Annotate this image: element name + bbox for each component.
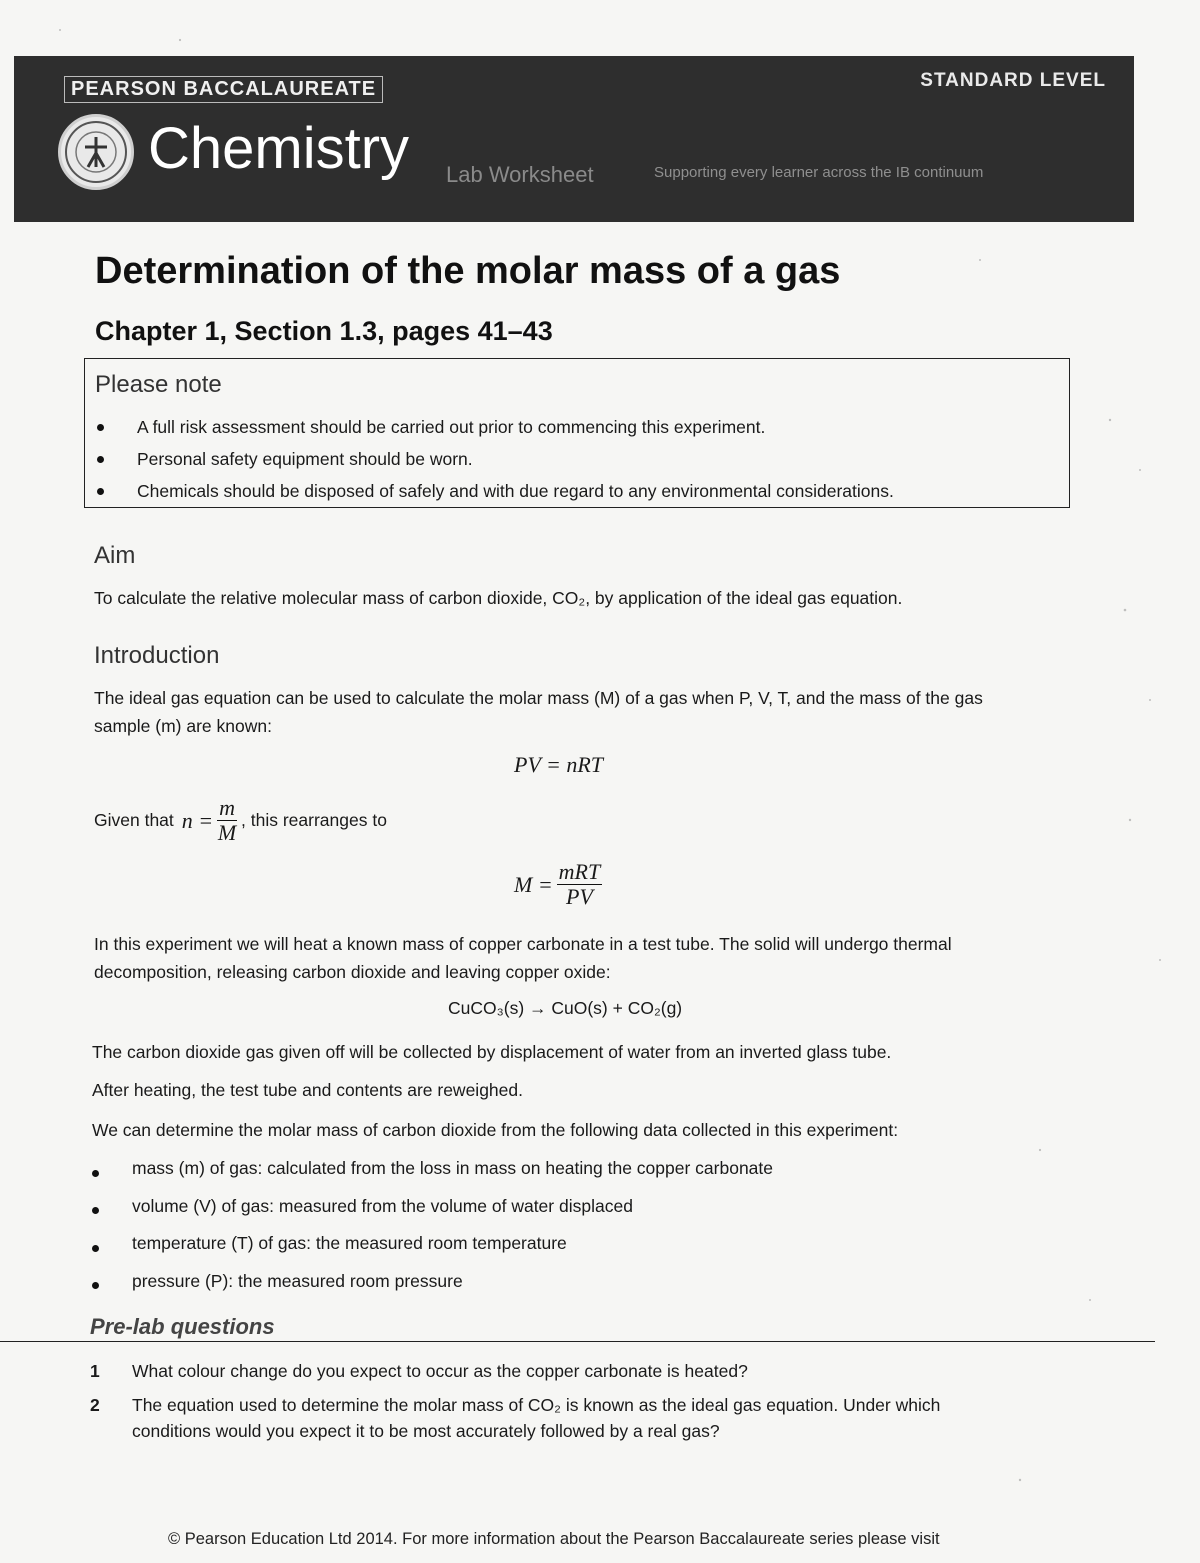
note-list xyxy=(85,411,1045,507)
note-heading: Please note xyxy=(95,371,222,398)
chapter-reference: Chapter 1, Section 1.3, pages 41–43 xyxy=(95,316,553,346)
list-item: mass (m) of gas: calculated from the loss in mass on heating the copper carbonate xyxy=(80,1154,980,1192)
data-intro-text: We can determine the molar mass of carbon dioxide from the following data collected in this experiment: xyxy=(92,1120,899,1140)
eq2-denominator: PV xyxy=(566,884,593,909)
introduction-heading: Introduction xyxy=(94,642,220,669)
header-banner xyxy=(14,56,1134,222)
ideal-gas-equation: PV = nRT xyxy=(514,752,603,777)
list-item: A full risk assessment should be carried out prior to commencing this experiment. xyxy=(85,411,1045,443)
introduction-text: The ideal gas equation can be used to calculate the molar mass (M) of a gas when P, V, T, and the mass of the gas sample (m) are known: xyxy=(94,688,983,736)
experiment-text: In this experiment we will heat a known mass of copper carbonate in a test tube. The solid will undergo thermal decomposition, releasing carbon dioxide and leaving copper oxide: xyxy=(94,934,952,982)
tagline: Supporting every learner across the IB continuum xyxy=(654,164,984,181)
list-item: volume (V) of gas: measured from the volume of water displaced xyxy=(80,1192,980,1230)
given-lhs: n = xyxy=(181,807,214,833)
eq2-lhs: M = xyxy=(514,871,553,897)
given-statement xyxy=(94,796,387,845)
subject-title: Chemistry xyxy=(148,116,410,181)
reaction-equation: CuCO₃(s) → CuO(s) + CO₂(g) xyxy=(448,998,683,1018)
molar-mass-equation xyxy=(514,860,606,909)
after-heating-text: After heating, the test tube and contents are reweighed. xyxy=(92,1080,523,1100)
page-title: Determination of the molar mass of a gas xyxy=(95,250,841,292)
question-item xyxy=(90,1392,1030,1452)
question-text: What colour change do you expect to occur as the copper carbonate is heated? xyxy=(132,1361,748,1381)
level-label: STANDARD LEVEL xyxy=(920,70,1106,91)
section-divider xyxy=(0,1341,1155,1342)
question-item xyxy=(90,1358,1030,1386)
worksheet-label: Lab Worksheet xyxy=(446,162,594,187)
list-item: pressure (P): the measured room pressure xyxy=(80,1267,980,1305)
question-number: 2 xyxy=(90,1395,100,1415)
data-list xyxy=(80,1154,980,1304)
eq2-numerator: mRT xyxy=(558,859,601,884)
brand-label: PEARSON BACCALAUREATE xyxy=(64,76,383,103)
list-item: Personal safety equipment should be worn. xyxy=(85,443,1045,475)
list-item: Chemicals should be disposed of safely and with due regard to any environmental considerations. xyxy=(85,475,1045,507)
given-prefix: Given that xyxy=(94,810,174,830)
aim-text: To calculate the relative molecular mass of carbon dioxide, CO₂, by application of the ideal gas equation. xyxy=(94,588,903,608)
given-suffix: , this rearranges to xyxy=(241,810,387,830)
pearson-seal-icon xyxy=(58,114,134,190)
list-item: temperature (T) of gas: the measured room temperature xyxy=(80,1229,980,1267)
given-numerator: m xyxy=(219,795,236,820)
collection-text: The carbon dioxide gas given off will be collected by displacement of water from an inverted glass tube. xyxy=(92,1042,892,1062)
question-number: 1 xyxy=(90,1361,100,1381)
given-denominator: M xyxy=(217,820,237,845)
aim-heading: Aim xyxy=(94,542,136,569)
footer-copyright: © Pearson Education Ltd 2014. For more information about the Pearson Baccalaureate series please visit xyxy=(168,1530,940,1548)
eq2-fraction xyxy=(557,860,603,909)
safety-note-box xyxy=(84,358,1070,508)
given-fraction xyxy=(217,796,237,845)
prelab-heading: Pre-lab questions xyxy=(90,1314,275,1339)
question-text: The equation used to determine the molar mass of CO₂ is known as the ideal gas equation. Under which conditions would you expect it to be most accurately followed by a real gas? xyxy=(132,1395,941,1441)
